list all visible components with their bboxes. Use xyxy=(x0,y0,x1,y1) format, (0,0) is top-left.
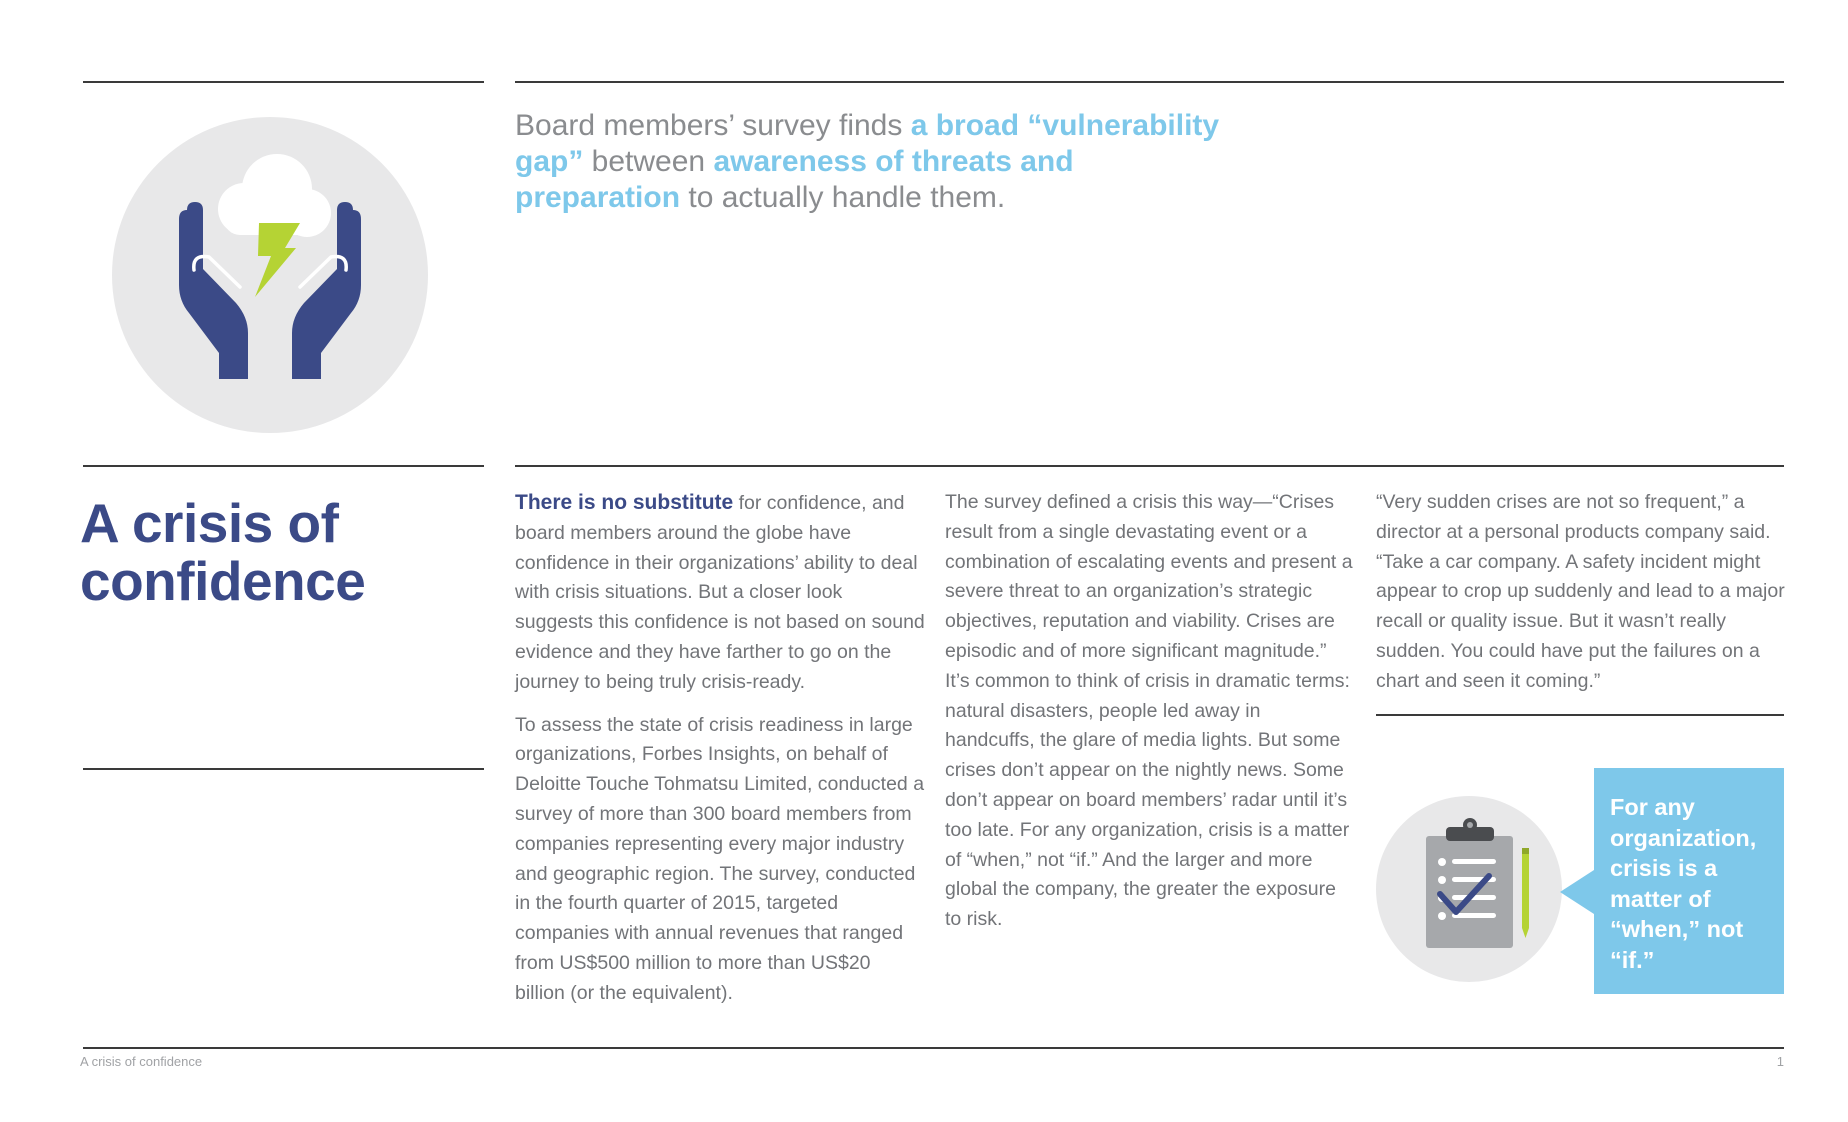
quote-bottom-rule xyxy=(1376,714,1784,716)
headline-highlight-awareness: awareness of threats and preparation xyxy=(515,145,1074,214)
callout-text: For any organization, crisis is a matter of “when,” not “if.” xyxy=(1610,794,1757,973)
headline xyxy=(515,108,1235,216)
hands-storm-icon xyxy=(112,117,428,433)
column1-lead: There is no substitute xyxy=(515,491,734,514)
column1-paragraph1 xyxy=(515,488,925,698)
column2-paragraph: The survey defined a crisis this way—“Crises result from a single devastating event or a combination of escalating events and present a severe threat to an organization’s strategic objectives, reputation and viability. Crises are episodic and of more significant magnitude.” It’s common to think of crisis in dramatic terms: natural disasters, people led away in handcuffs, the glare of media lights. But some crises don’t appear on the nightly news. Some don’t appear on board members’ radar until it’s too late. For any organization, crisis is a matter of “when,” not “if.” And the larger and more global the company, the greater the exposure to risk. xyxy=(945,491,1353,931)
headline-part1: Board members’ survey finds xyxy=(515,109,911,142)
mid-rule-left xyxy=(83,465,484,467)
footer-label: A crisis of confidence xyxy=(80,1054,203,1069)
clipboard-checklist-icon xyxy=(1376,796,1562,982)
top-rule-right xyxy=(515,81,1784,83)
headline-part3: to actually handle them. xyxy=(680,181,1006,214)
headline-highlight-vulnerability-gap: a broad “vulnerability gap” xyxy=(515,109,1220,178)
page-number: 1 xyxy=(1776,1054,1784,1069)
page-title-line2: confidence xyxy=(80,550,366,612)
headline-part2: between xyxy=(583,145,714,178)
body-column-3 xyxy=(1376,488,1794,697)
body-column-1 xyxy=(515,488,925,1009)
top-rule-left xyxy=(83,81,484,83)
column3-quote: “Very sudden crises are not so frequent,” a director at a personal products company said. “Take a car company. A safety incident might appear to crop up suddenly and lead to a major recall or quality issue. But it wasn’t really sudden. You could have put the failures on a chart and seen it coming.” xyxy=(1376,491,1785,692)
mid-rule-right xyxy=(515,465,1784,467)
title-bottom-rule xyxy=(83,768,484,770)
column1-p1-rest: for confidence, and board members around the globe have confidence in their organizations’ ability to deal with crisis situations. But a closer look suggests this confidence is not based on sound evidence and they have farther to go on the journey to being truly crisis-ready. xyxy=(515,492,925,693)
footer-rule xyxy=(83,1047,1784,1049)
page-title-line1: A crisis of xyxy=(80,492,339,554)
callout-box xyxy=(1594,768,1784,994)
column1-paragraph2: To assess the state of crisis readiness in large organizations, Forbes Insights, on behalf of Deloitte Touche Tohmatsu Limited, conducted a survey of more than 300 board members from companies representing every major industry and geographic region. The survey, conducted in the fourth quarter of 2015, targeted companies with annual revenues that ranged from US$500 million to more than US$20 billion (or the equivalent). xyxy=(515,713,925,1004)
page-title xyxy=(80,494,480,610)
body-column-2 xyxy=(945,488,1355,935)
